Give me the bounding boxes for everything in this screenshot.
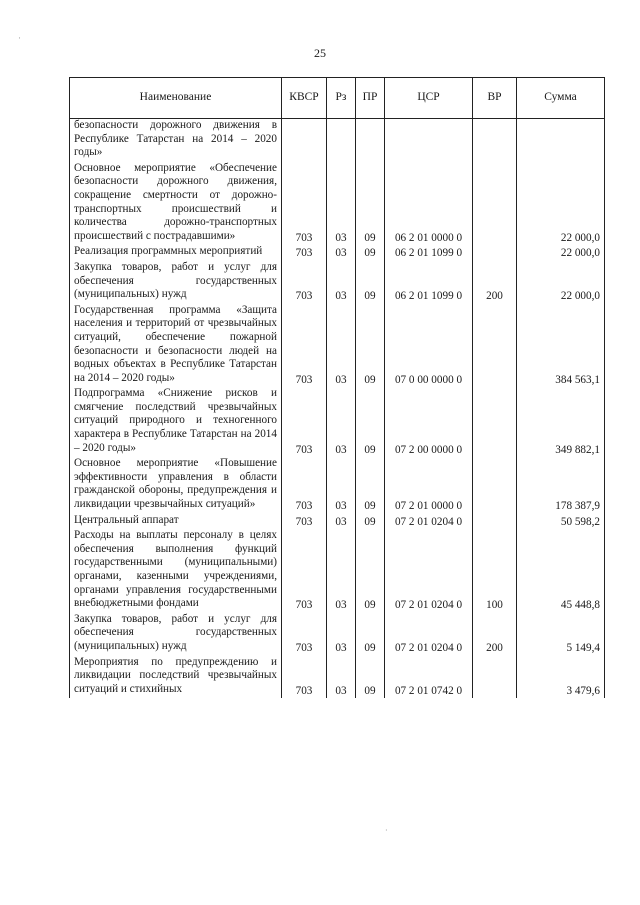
header-name: Наименование: [70, 78, 282, 119]
cell-vr: [473, 387, 517, 457]
table-row: [70, 261, 605, 304]
cell-vr: [473, 457, 517, 513]
table-row: [70, 457, 605, 513]
cell-name: Расходы на выплаты персоналу в целях обеспечения выполнения функций государственными (муниципальными) органами, казенными учреждениями, органами управления государственными внебюджетными фондами: [70, 529, 282, 613]
table-row: [70, 162, 605, 246]
cell-vr: [473, 245, 517, 261]
table-row: [70, 119, 605, 162]
cell-csr: 07 2 00 0000 0: [385, 387, 473, 457]
cell-name: Закупка товаров, работ и услуг для обеспечения государственных (муниципальных) нужд: [70, 261, 282, 304]
cell-pr: [356, 119, 385, 162]
cell-rz: 03: [327, 529, 356, 613]
cell-rz: 03: [327, 162, 356, 246]
cell-name: Центральный аппарат: [70, 514, 282, 530]
budget-table: [69, 77, 605, 698]
cell-kvsr: [282, 119, 327, 162]
header-sum: Сумма: [517, 78, 605, 119]
cell-kvsr: 703: [282, 656, 327, 699]
cell-csr: 06 2 01 1099 0: [385, 245, 473, 261]
cell-pr: 09: [356, 304, 385, 388]
table-row: [70, 304, 605, 388]
cell-vr: 200: [473, 613, 517, 656]
cell-pr: 09: [356, 457, 385, 513]
header-vr: ВР: [473, 78, 517, 119]
cell-pr: 09: [356, 529, 385, 613]
cell-csr: 07 2 01 0204 0: [385, 529, 473, 613]
cell-sum: 22 000,0: [517, 245, 605, 261]
cell-name: Основное мероприятие «Обеспечение безопасности дорожного движения, сокращение смертности от дорожно-транспортных происшествий и количества дорожно-транспортных происшествий с пострадавшими»: [70, 162, 282, 246]
cell-name: Основное мероприятие «Повышение эффективности управления в области гражданской обороны, предупреждения и ликвидации чрезвычайных ситуаций»: [70, 457, 282, 513]
cell-csr: 06 2 01 0000 0: [385, 162, 473, 246]
cell-sum: 22 000,0: [517, 162, 605, 246]
cell-pr: 09: [356, 245, 385, 261]
table-row: [70, 656, 605, 699]
table-row: [70, 245, 605, 261]
cell-csr: 07 2 01 0204 0: [385, 514, 473, 530]
cell-rz: 03: [327, 613, 356, 656]
cell-pr: 09: [356, 387, 385, 457]
cell-sum: 349 882,1: [517, 387, 605, 457]
cell-vr: [473, 162, 517, 246]
cell-kvsr: 703: [282, 529, 327, 613]
cell-csr: 06 2 01 1099 0: [385, 261, 473, 304]
header-csr: ЦСР: [385, 78, 473, 119]
cell-kvsr: 703: [282, 304, 327, 388]
cell-pr: 09: [356, 162, 385, 246]
cell-rz: 03: [327, 457, 356, 513]
cell-kvsr: 703: [282, 245, 327, 261]
cell-sum: 50 598,2: [517, 514, 605, 530]
cell-csr: 07 2 01 0204 0: [385, 613, 473, 656]
cell-rz: 03: [327, 245, 356, 261]
cell-sum: 45 448,8: [517, 529, 605, 613]
cell-csr: [385, 119, 473, 162]
cell-csr: 07 0 00 0000 0: [385, 304, 473, 388]
cell-pr: 09: [356, 656, 385, 699]
cell-csr: 07 2 01 0000 0: [385, 457, 473, 513]
cell-kvsr: 703: [282, 613, 327, 656]
cell-csr: 07 2 01 0742 0: [385, 656, 473, 699]
cell-name: Подпрограмма «Снижение рисков и смягчение последствий чрезвычайных ситуаций природного и техногенного характера в Республике Татарстан на 2014 – 2020 годы»: [70, 387, 282, 457]
cell-rz: 03: [327, 514, 356, 530]
cell-vr: [473, 119, 517, 162]
table-row: [70, 613, 605, 656]
cell-name: Реализация программных мероприятий: [70, 245, 282, 261]
cell-sum: 384 563,1: [517, 304, 605, 388]
page-number: 25: [314, 46, 326, 60]
header-rz: Рз: [327, 78, 356, 119]
scan-artifact-dot: ·: [385, 826, 388, 835]
cell-pr: 09: [356, 613, 385, 656]
cell-pr: 09: [356, 261, 385, 304]
cell-sum: 22 000,0: [517, 261, 605, 304]
cell-name: Мероприятия по предупреждению и ликвидации последствий чрезвычайных ситуаций и стихийных: [70, 656, 282, 699]
cell-name: безопасности дорожного движения в Республике Татарстан на 2014 – 2020 годы»: [70, 119, 282, 162]
cell-kvsr: 703: [282, 457, 327, 513]
cell-sum: 3 479,6: [517, 656, 605, 699]
scan-artifact-mark: ·: [18, 33, 21, 43]
cell-rz: 03: [327, 656, 356, 699]
cell-rz: [327, 119, 356, 162]
cell-name: Государственная программа «Защита населения и территорий от чрезвычайных ситуаций, обеспечение пожарной безопасности и безопасности людей на водных объектах в Республике Татарстан на 2014 – 2020 годы»: [70, 304, 282, 388]
cell-sum: 178 387,9: [517, 457, 605, 513]
table-header-row: [70, 78, 605, 119]
cell-vr: 200: [473, 261, 517, 304]
cell-pr: 09: [356, 514, 385, 530]
table-body: [70, 119, 605, 699]
cell-rz: 03: [327, 304, 356, 388]
header-pr: ПР: [356, 78, 385, 119]
cell-vr: [473, 656, 517, 699]
table-row: [70, 529, 605, 613]
cell-kvsr: 703: [282, 387, 327, 457]
cell-rz: 03: [327, 261, 356, 304]
cell-sum: 5 149,4: [517, 613, 605, 656]
cell-sum: [517, 119, 605, 162]
header-kvsr: КВСР: [282, 78, 327, 119]
cell-kvsr: 703: [282, 514, 327, 530]
table-row: [70, 514, 605, 530]
cell-vr: [473, 514, 517, 530]
cell-vr: [473, 304, 517, 388]
cell-name: Закупка товаров, работ и услуг для обеспечения государственных (муниципальных) нужд: [70, 613, 282, 656]
cell-kvsr: 703: [282, 162, 327, 246]
cell-vr: 100: [473, 529, 517, 613]
table-row: [70, 387, 605, 457]
cell-rz: 03: [327, 387, 356, 457]
cell-kvsr: 703: [282, 261, 327, 304]
